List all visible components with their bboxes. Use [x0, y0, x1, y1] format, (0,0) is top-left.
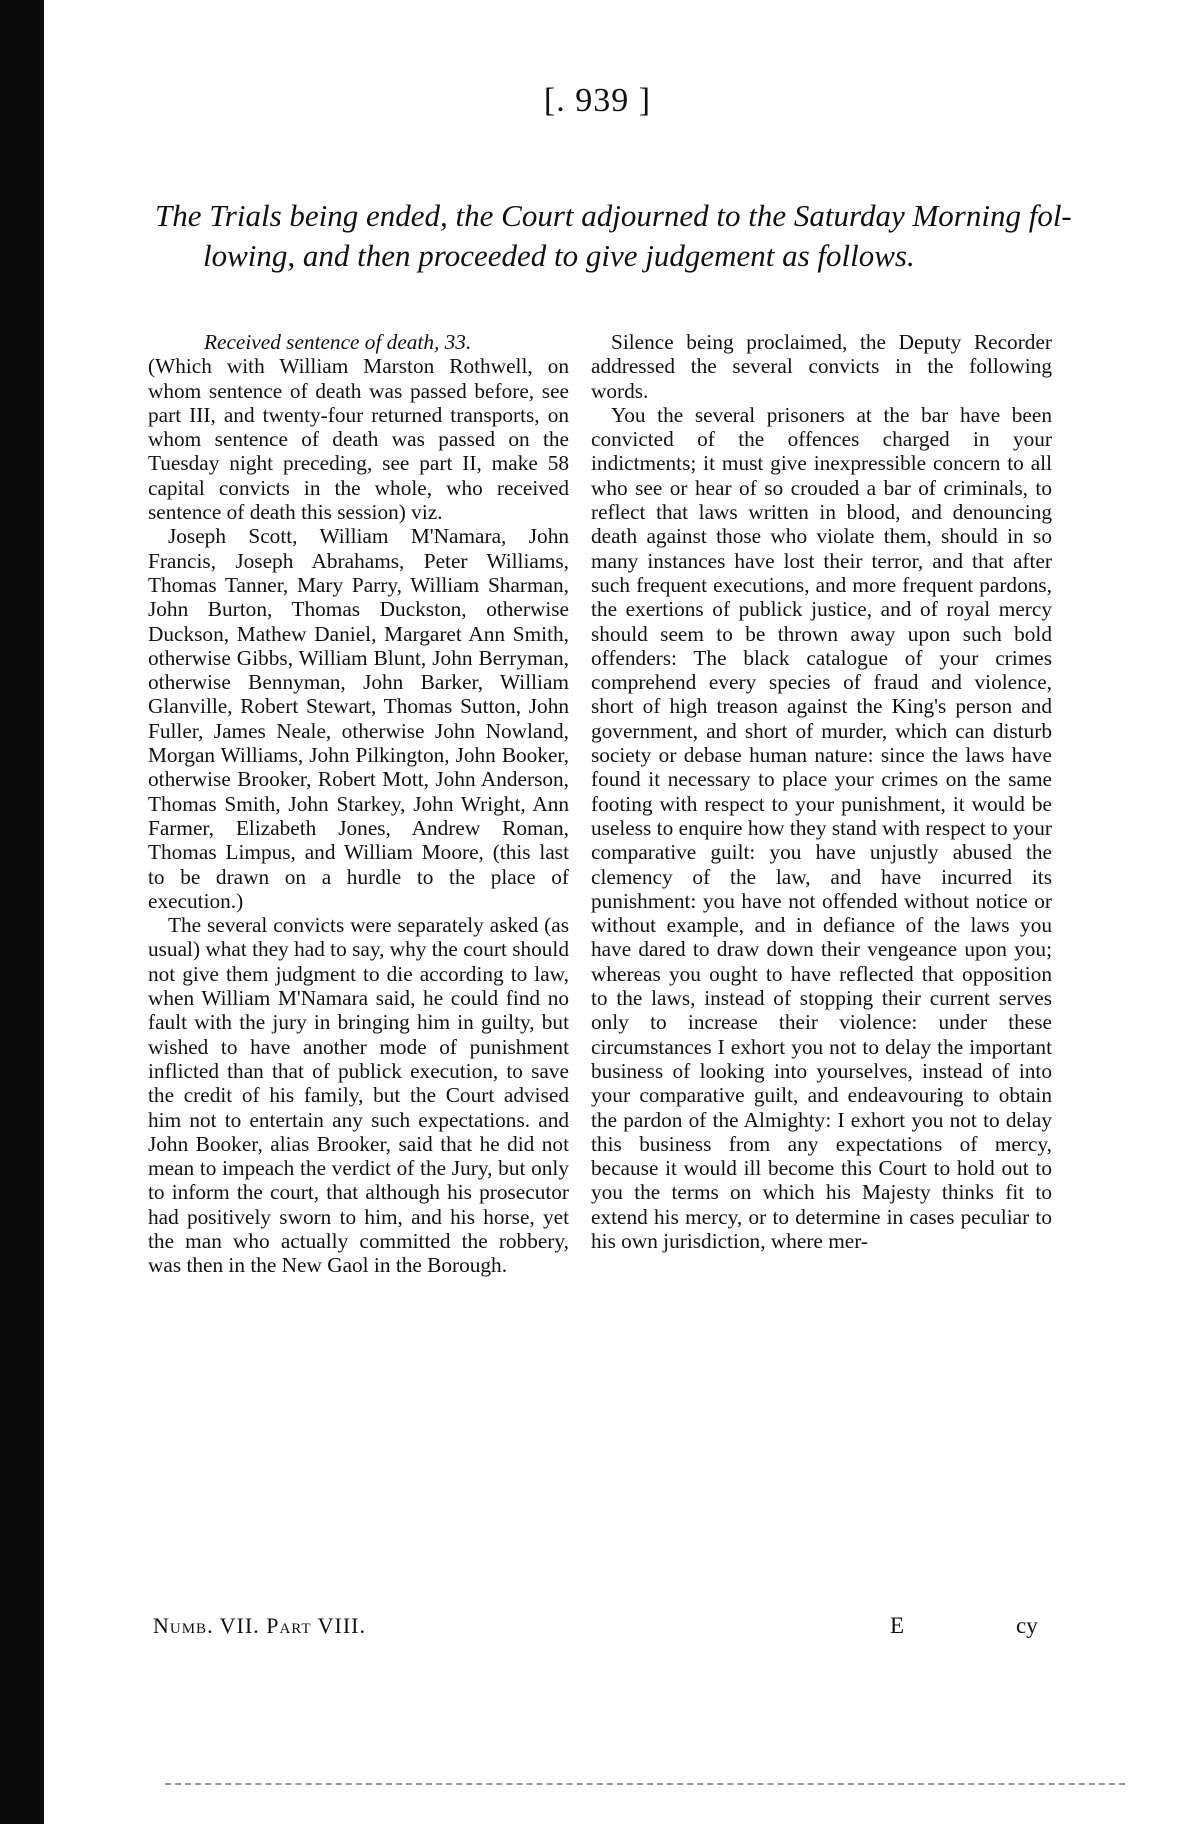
right-column — [591, 330, 1052, 1253]
left-paragraph-3: The several convicts were separately asked (as usual) what they had to say, why the court should not give them judgment to die according to law, when William M'Namara said, he could find no fault with the jury in bringing him in guilty, but wished to have another mode of punishment inflicted than that of publick execution, to save the credit of his family, but the Court advised him not to entertain any such expectations. and John Booker, alias Brooker, said that he did not mean to impeach the verdict of the Jury, but only to inform the court, that although his prosecutor had positively sworn to him, and his horse, yet the man who actually committed the robbery, was then in the New Gaol in the Borough. — [148, 913, 569, 1278]
heading-line-2: lowing, and then proceeded to give judgement as follows. — [203, 238, 915, 273]
signature-mark: E — [890, 1613, 905, 1638]
bottom-scan-edge — [165, 1783, 1125, 1785]
page-heading — [155, 196, 1085, 276]
right-paragraph-2: You the several prisoners at the bar have been convicted of the offences charged in your indictments; it must give inexpressible concern to all who see or hear of so crouded a bar of criminals, to reflect that laws written in blood, and denouncing death against those who violate them, should in so many instances have lost their terror, and that after such frequent executions, and more frequent pardons, the exertions of publick justice, and of royal mercy should seem to be thrown away upon such bold offenders: The black catalogue of your crimes comprehend every species of fraud and violence, short of high treason against the King's person and government, and short of murder, which can disturb society or debase human nature: since the laws have found it necessary to place your crimes on the same footing with respect to your punishment, it would be useless to enquire how they stand with respect to your comparative guilt: you have unjustly abused the clemency of the law, and have incurred its punishment: you have not offended without notice or without example, and in defiance of the laws you have dared to draw down their vengeance upon you; whereas you ought to have reflected that opposition to the laws, instead of stopping their current serves only to increase their violence: under these circumstances I exhort you not to delay the important business of looking into yourselves, instead of into your comparative guilt, and endeavouring to obtain the pardon of the Almighty: I exhort you not to delay this business from any expectations of mercy, because it would ill become this Court to hold out to you the terms on which his Majesty thinks fit to extend his mercy, or to determine in cases peculiar to his own jurisdiction, where mer- — [591, 402, 1052, 1253]
sentence-subheading: Received sentence of death, 33. — [204, 330, 472, 354]
part-label: Numb. VII. Part VIII. — [153, 1613, 367, 1638]
scan-edge-bar — [0, 0, 44, 1824]
catchword: cy — [1016, 1613, 1038, 1638]
page-number: [. 939 ] — [543, 82, 652, 119]
heading-line-1: The Trials being ended, the Court adjourned to the Saturday Morning fol- — [155, 198, 1072, 233]
left-paragraph-1: (Which with William Marston Rothwell, on whom sentence of death was passed before, see part III, and twenty-four returned transports, on whom sentence of death was passed on the Tuesday night preceding, see part II, make 58 capital convicts in the whole, who received sentence of death this session) viz. — [148, 354, 569, 525]
left-paragraph-2: Joseph Scott, William M'Namara, John Francis, Joseph Abrahams, Peter Williams, Thomas Tanner, Mary Parry, William Sharman, John Burton, Thomas Duckston, otherwise Duckson, Mathew Daniel, Margaret Ann Smith, otherwise Gibbs, William Blunt, John Berryman, otherwise Bennyman, John Barker, William Glanville, Robert Stewart, Thomas Sutton, John Fuller, James Neale, otherwise John Nowland, Morgan Williams, John Pilkington, John Booker, otherwise Brooker, Robert Mott, John Anderson, Thomas Smith, John Starkey, John Wright, Ann Farmer, Elizabeth Jones, Andrew Roman, Thomas Limpus, and William Moore, (this last to be drawn on a hurdle to the place of execution.) — [148, 524, 569, 913]
left-column — [148, 330, 569, 1278]
right-paragraph-1: Silence being proclaimed, the Deputy Recorder addressed the several convicts in the following words. — [591, 330, 1052, 403]
